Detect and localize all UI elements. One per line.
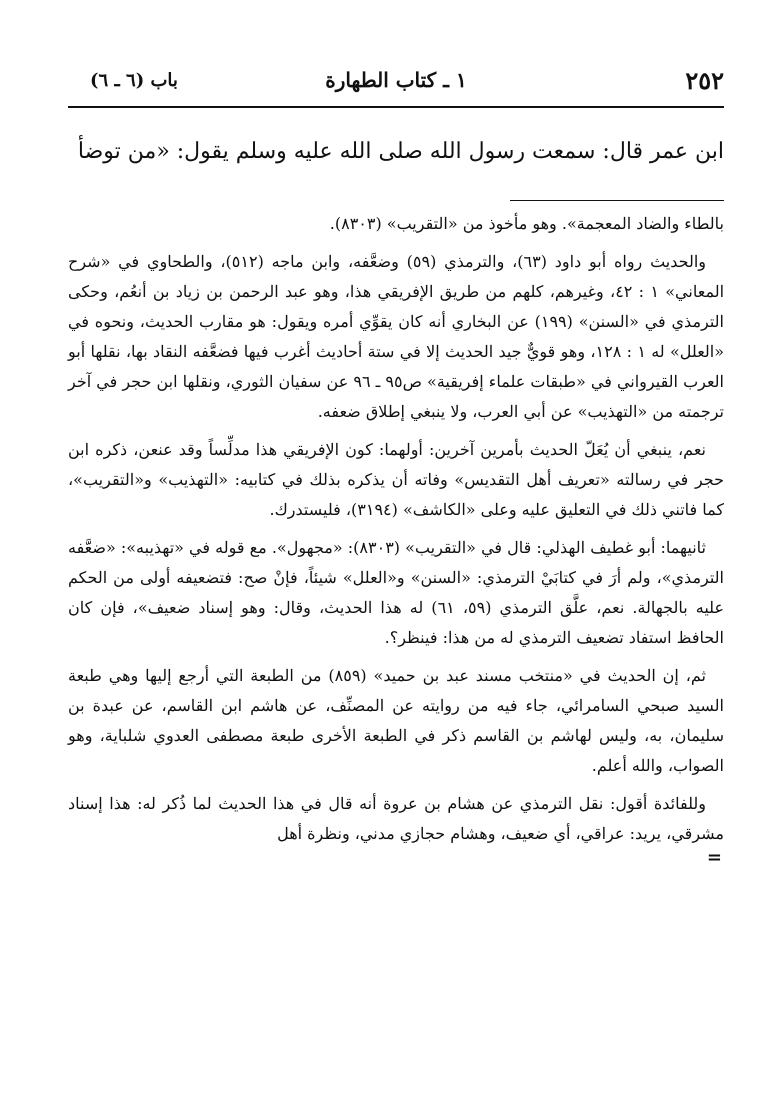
- footnote-paragraph: ثم، إن الحديث في «منتخب مسند عبد بن حميد» (٨٥٩) من الطبعة التي أرجع إليها وهي طبعة السيد صبحي السامرائي، جاء فيه من روايته عن المصنِّف، عن هاشم ابن القاسم، عن عبدة بن سليمان، به، وليس لهاشم بن القاسم ذكر في الطبعة الأخرى طبعة مصطفى العدوي شلباية، وهو الصواب، والله أعلم.: [68, 666, 724, 775]
- book-title: ١ ـ كتاب الطهارة: [325, 68, 467, 92]
- book-page: [68, 62, 724, 867]
- footnotes: [68, 201, 724, 849]
- page-header: [68, 62, 724, 108]
- footnote-paragraph: نعم، ينبغي أن يُعَلّ الحديث بأمرين آخرين: أولهما: كون الإفريقي هذا مدلِّساً وقد عنعن، ذكره ابن حجر في رسالته «تعريف أهل التقديس» وفاته أن يذكره بذلك في كتابيه: «التهذيب» و«التقريب»، كما فاتني ذلك في التعليق عليه وعلى «الكاشف» (٣١٩٤)، فليستدرك.: [68, 440, 724, 519]
- continuation-mark: =: [706, 847, 722, 868]
- footnote-paragraph: والحديث رواه أبو داود (٦٣)، والترمذي (٥٩) وضعَّفه، وابن ماجه (٥١٢)، والطحاوي في «شرح المعاني» ١ : ٤٢، وغيرهم، كلهم من طريق الإفريقي هذا، وهو عبد الرحمن بن زياد بن أنعُم، وحكى الترمذي في «السنن» (١٩٩) عن البخاري أنه كان يقوِّي أمره ويقول: هو مقارب الحديث، ونحوه في «العلل» له ١ : ١٢٨، وهو قويٌّ جيد الحديث إلا في ستة أحاديث أغرب فيها فضعَّفه النقاد بها، نقلها أبو العرب القيرواني في «طبقات علماء إفريقية» ص٩٥ ـ ٩٦ عن سفيان الثوري، ونقلها ابن حجر في آخر ترجمته من «التهذيب» عن أبي العرب، ولا ينبغي إطلاق ضعفه.: [68, 252, 725, 421]
- chapter-reference: باب (٦ ـ ٦): [90, 70, 178, 91]
- footnote-paragraph: ثانيهما: أبو غطيف الهذلي: قال في «التقريب» (٨٣٠٣): «مجهول». مع قوله في «تهذيبه»: «ضعَّفه الترمذي»، ولم أرَ في كتابَيْ الترمذي: «السنن» و«العلل» شيئاً، فإنْ صح: فتضعيفه أولى من الحكم عليه بالجهالة. نعم، علَّق الترمذي (٥٩، ٦١) له هذا الحديث، وقال: وهو إسناد ضعيف»، فإن كان الحافظ استفاد تضعيف الترمذي له من هذا: فينظر؟.: [68, 538, 725, 647]
- main-text: ابن عمر قال: سمعت رسول الله صلى الله عليه وسلم يقول: «من توضأ: [77, 139, 724, 164]
- footnote-paragraph: بالطاء والضاد المعجمة». وهو مأخوذ من «التقريب» (٨٣٠٣).: [329, 214, 724, 233]
- page-number: ٢٥٢: [685, 66, 724, 95]
- footnote-paragraph: وللفائدة أقول: نقل الترمذي عن هشام بن عروة أنه قال في هذا الحديث لما ذُكر له: هذا إسناد مشرقي، يريد: عراقي، أي ضعيف، وهشام حجازي مدني، ونظرة أهل: [68, 794, 724, 843]
